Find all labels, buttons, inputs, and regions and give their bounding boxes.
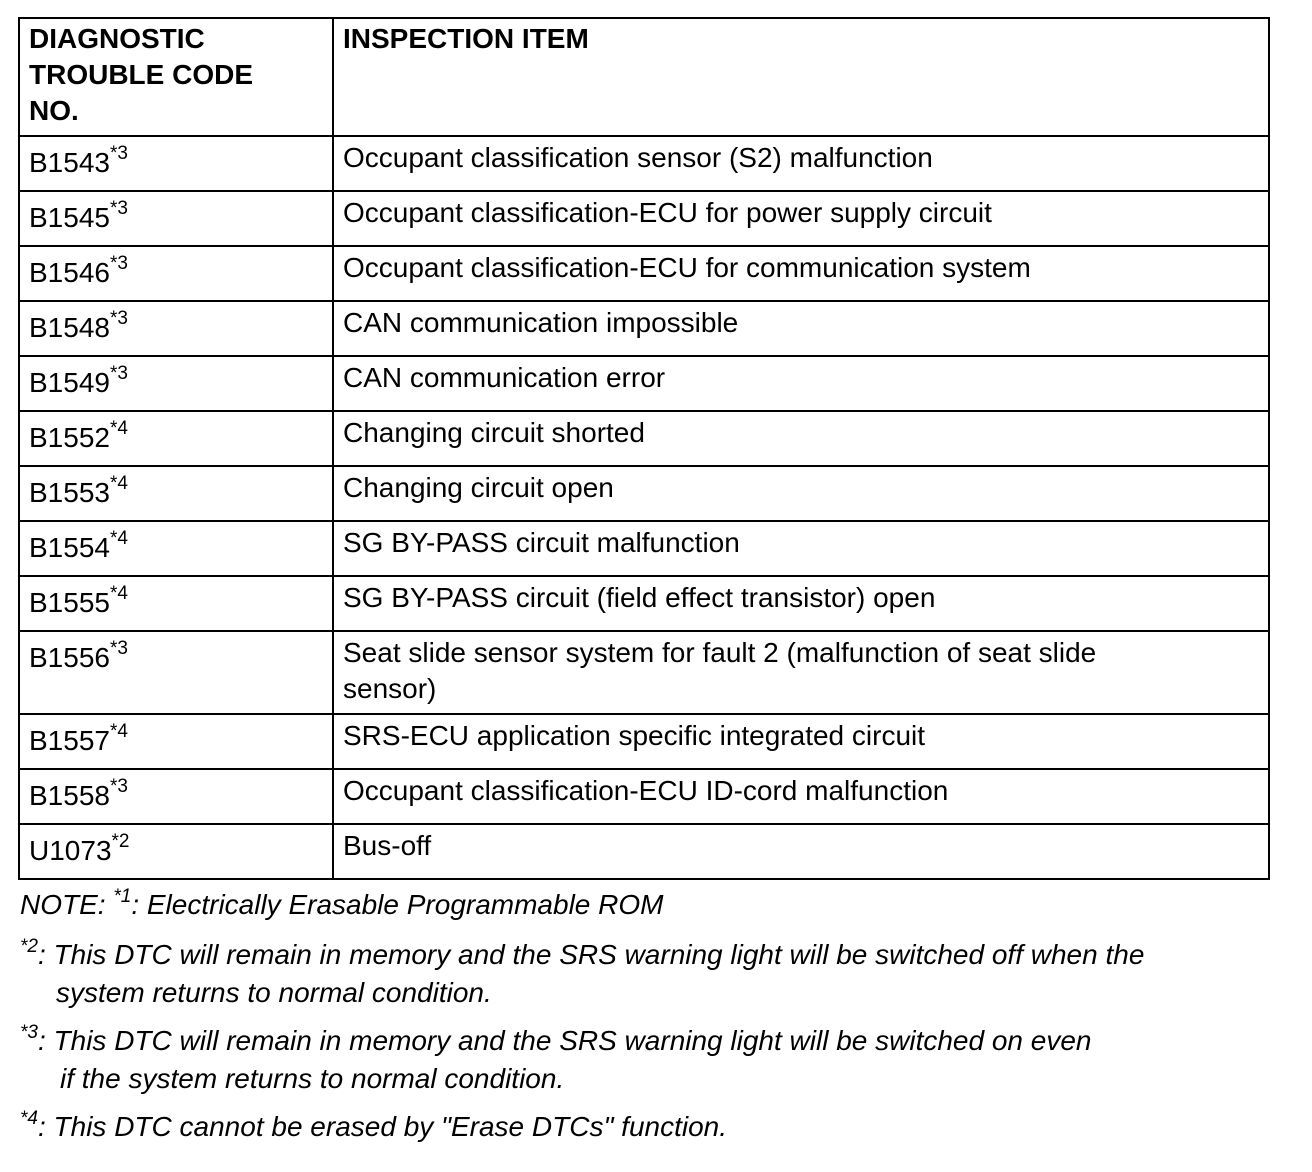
dtc-code: B1549 xyxy=(29,367,110,398)
dtc-code-cell xyxy=(19,521,333,576)
dtc-mark: *2 xyxy=(111,830,130,852)
table-row xyxy=(19,769,1269,824)
dtc-mark: *3 xyxy=(109,197,128,219)
dtc-mark: *4 xyxy=(109,472,128,494)
dtc-table xyxy=(18,17,1270,880)
dtc-code: B1554 xyxy=(29,532,110,563)
inspection-item: CAN communication impossible xyxy=(333,301,1269,356)
dtc-mark: *4 xyxy=(109,417,128,439)
inspection-item xyxy=(333,631,1269,714)
dtc-code-cell xyxy=(19,136,333,191)
dtc-mark: *4 xyxy=(109,527,128,549)
note-3 xyxy=(20,1024,1290,1096)
inspection-item: SG BY-PASS circuit malfunction xyxy=(333,521,1269,576)
table-header-row xyxy=(19,18,1269,136)
dtc-mark: *3 xyxy=(109,252,128,274)
inspection-item: Occupant classification-ECU for power supply circuit xyxy=(333,191,1269,246)
dtc-code: U1073 xyxy=(29,835,112,866)
note-4-mark: *4 xyxy=(20,1108,38,1129)
note-1-mark: *1 xyxy=(113,886,132,907)
dtc-mark: *4 xyxy=(109,720,128,742)
inspection-item: Occupant classification-ECU ID-cord malfunction xyxy=(333,769,1269,824)
inspection-item-line2: sensor) xyxy=(343,673,437,704)
dtc-code: B1555 xyxy=(29,587,110,618)
inspection-item: CAN communication error xyxy=(333,356,1269,411)
table-row xyxy=(19,356,1269,411)
note-2 xyxy=(20,938,1290,1010)
dtc-mark: *3 xyxy=(109,307,128,329)
dtc-mark: *3 xyxy=(109,637,128,659)
table-row xyxy=(19,824,1269,879)
note-1 xyxy=(20,888,1290,926)
dtc-code: B1546 xyxy=(29,257,110,288)
dtc-code-cell xyxy=(19,714,333,769)
dtc-code: B1545 xyxy=(29,202,110,233)
note-2-line2: system returns to normal condition. xyxy=(56,977,492,1008)
dtc-code: B1553 xyxy=(29,477,110,508)
dtc-code: B1543 xyxy=(29,147,110,178)
inspection-item: Occupant classification sensor (S2) malfunction xyxy=(333,136,1269,191)
header-item: INSPECTION ITEM xyxy=(333,18,1269,136)
note-3-line1: : This DTC will remain in memory and the SRS warning light will be switched on even xyxy=(37,1025,1092,1056)
note-2-line1: : This DTC will remain in memory and the SRS warning light will be switched off when the xyxy=(37,939,1145,970)
header-code xyxy=(19,18,333,136)
inspection-item: Changing circuit open xyxy=(333,466,1269,521)
table-row xyxy=(19,714,1269,769)
table-row xyxy=(19,631,1269,714)
notes-section xyxy=(20,888,1290,1148)
dtc-code-cell xyxy=(19,411,333,466)
header-code-line1: DIAGNOSTIC xyxy=(29,23,205,54)
note-2-mark: *2 xyxy=(20,936,38,957)
inspection-item: Bus-off xyxy=(333,824,1269,879)
dtc-mark: *4 xyxy=(109,582,128,604)
dtc-mark: *3 xyxy=(109,142,128,164)
dtc-code: B1556 xyxy=(29,642,110,673)
table-row xyxy=(19,576,1269,631)
dtc-code-cell xyxy=(19,631,333,714)
inspection-item: SG BY-PASS circuit (field effect transistor) open xyxy=(333,576,1269,631)
dtc-code: B1558 xyxy=(29,780,110,811)
table-row xyxy=(19,136,1269,191)
note-4 xyxy=(20,1110,1290,1148)
note-4-text: : This DTC cannot be erased by "Erase DTCs" function. xyxy=(37,1111,728,1142)
dtc-code-cell xyxy=(19,191,333,246)
table-row xyxy=(19,246,1269,301)
dtc-code-cell xyxy=(19,576,333,631)
table-row xyxy=(19,191,1269,246)
table-row xyxy=(19,411,1269,466)
dtc-code: B1552 xyxy=(29,422,110,453)
dtc-code: B1548 xyxy=(29,312,110,343)
dtc-mark: *3 xyxy=(109,362,128,384)
inspection-item: Occupant classification-ECU for communication system xyxy=(333,246,1269,301)
inspection-item: SRS-ECU application specific integrated circuit xyxy=(333,714,1269,769)
table-row xyxy=(19,301,1269,356)
header-code-line3: NO. xyxy=(29,95,79,126)
inspection-item: Changing circuit shorted xyxy=(333,411,1269,466)
dtc-mark: *3 xyxy=(109,775,128,797)
dtc-code-cell xyxy=(19,769,333,824)
dtc-code-cell xyxy=(19,246,333,301)
table-row xyxy=(19,466,1269,521)
note-3-mark: *3 xyxy=(20,1022,38,1043)
dtc-code-cell xyxy=(19,824,333,879)
note-1-text: : Electrically Erasable Programmable ROM xyxy=(131,889,664,920)
inspection-item-line1: Seat slide sensor system for fault 2 (malfunction of seat slide xyxy=(343,637,1097,668)
header-code-line2: TROUBLE CODE xyxy=(29,59,253,90)
note-label: NOTE: xyxy=(20,889,114,920)
dtc-code-cell xyxy=(19,466,333,521)
dtc-code: B1557 xyxy=(29,725,110,756)
dtc-code-cell xyxy=(19,301,333,356)
note-3-line2: if the system returns to normal condition. xyxy=(60,1063,565,1094)
dtc-code-cell xyxy=(19,356,333,411)
table-row xyxy=(19,521,1269,576)
